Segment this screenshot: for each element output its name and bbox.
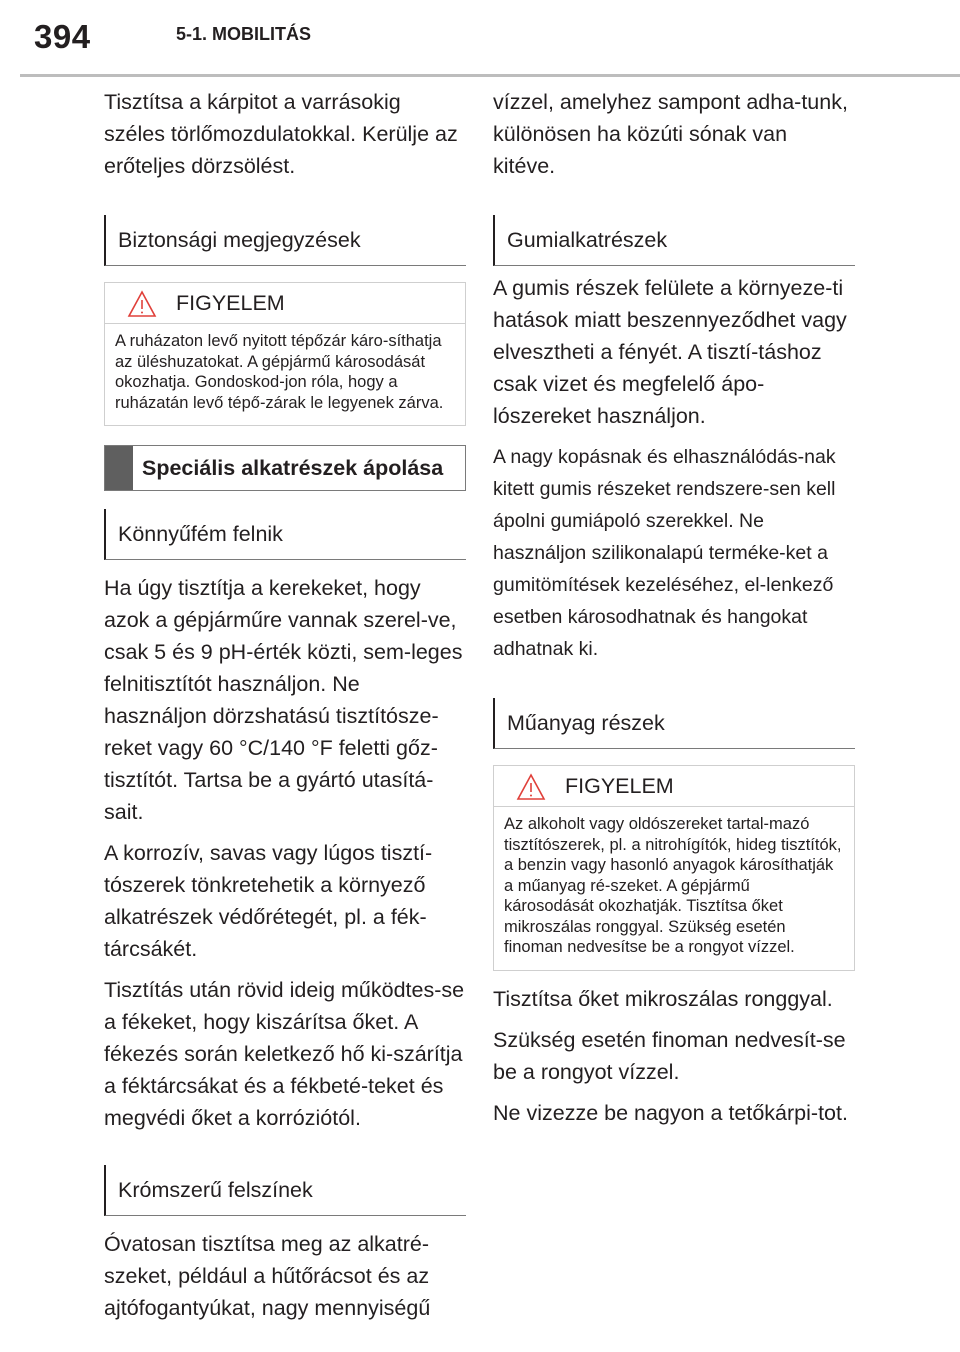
safety-notes-heading: Biztonsági megjegyzések bbox=[104, 215, 466, 266]
warning-box-plastic bbox=[493, 765, 855, 971]
warning-triangle-icon bbox=[516, 773, 546, 801]
warning-text: Az alkoholt vagy oldószereket tartal-mazó tisztítószerek, pl. a nitrohígítók, hideg tisztítók, a benzin vagy hasonló anyagok károsíthatják a műanyag ré-szeket. A gépjármű károsodását okozhatják. Tisztítsa őket mikroszálas ronggyal. Szükség esetén finoman nedvesítse be a rongyot vízzel. bbox=[504, 815, 842, 956]
upholstery-paragraph: Tisztítsa a kárpitot a varrásokig széles törlőmozdulatokkal. Kerülje az erőteljes dörzsölést. bbox=[104, 90, 458, 178]
alloy-wheels-heading: Könnyűfém felnik bbox=[104, 509, 466, 560]
rubber-paragraph-2: A nagy kopásnak és elhasználódás-nak kitett gumis részeket rendszere-sen kell ápolni gumiápoló szerekkel. Ne használjon szilikonalapú terméke-ket a gumitömítések kezeléséhez, el-lenkező esetben károsodhatnak és hangokat adhatnak ki. bbox=[493, 446, 836, 660]
alloy-paragraph-2: A korrozív, savas vagy lúgos tisztí-tószerek tönkretehetik a környező alkatrészek védőrétegét, pl. a fék-tárcsákét. bbox=[104, 841, 433, 961]
alloy-paragraph-3: Tisztítás után rövid ideig működtes-se a fékeket, hogy kiszárítsa őket. A fékezés során keletkező hő ki-szárítja a féktárcsákat és a fékbeté-teket és megvédi őket a korróziótól. bbox=[104, 978, 465, 1130]
alloy-paragraph-1: Ha úgy tisztítja a kerekeket, hogy azok a gépjárműre vannak szerel-ve, csak 5 és 9 pH-érték közti, sem-leges felnitisztítót használjon. Ne használjon dörzshatású tisztítósze-reket vagy 60 °C/140 °F feletti gőz-tisztítót. Tartsa be a gyártó utasítá-sait. bbox=[104, 576, 463, 824]
right-column bbox=[493, 86, 855, 1138]
warning-triangle-icon bbox=[127, 290, 157, 318]
warning-title: FIGYELEM bbox=[565, 774, 674, 798]
plastic-parts-heading: Műanyag részek bbox=[493, 698, 855, 749]
plastic-paragraph-1: Tisztítsa őket mikroszálas ronggyal. bbox=[493, 986, 833, 1011]
chrome-paragraph: Óvatosan tisztítsa meg az alkatré-szeket, például a hűtőrácsot és az ajtófogantyúkat, nagy mennyiségű bbox=[104, 1232, 431, 1320]
chrome-surfaces-heading: Krómszerű felszínek bbox=[104, 1165, 466, 1216]
rubber-paragraph-1: A gumis részek felülete a környeze-ti hatások miatt beszennyeződhet vagy elvesztheti a fényét. A tisztí-táshoz csak vizet és megfelelő ápo-lószereket használjon. bbox=[493, 276, 847, 428]
page-header bbox=[0, 0, 960, 80]
heading-marker-bar bbox=[105, 446, 133, 490]
warning-box-velcro bbox=[104, 282, 466, 426]
left-column bbox=[104, 86, 466, 1333]
page-number: 394 bbox=[34, 18, 91, 55]
rubber-parts-heading: Gumialkatrészek bbox=[493, 215, 855, 266]
special-parts-heading bbox=[104, 445, 466, 491]
plastic-paragraph-2: Szükség esetén finoman nedvesít-se be a rongyot vízzel. bbox=[493, 1027, 846, 1084]
warning-title: FIGYELEM bbox=[176, 291, 285, 315]
chrome-continued-paragraph: vízzel, amelyhez sampont adha-tunk, különösen ha közúti sónak van kitéve. bbox=[493, 90, 848, 178]
warning-header bbox=[494, 766, 854, 807]
warning-text: A ruházaton levő nyitott tépőzár káro-síthatja az üléshuzatokat. A gépjármű károsodását okozhatja. Gondoskod-jon róla, hogy a ruházatán levő tépő-zárak le legyenek zárva. bbox=[115, 332, 444, 412]
plastic-paragraph-3: Ne vizezze be nagyon a tetőkárpi-tot. bbox=[493, 1100, 848, 1125]
special-parts-heading-text: Speciális alkatrészek ápolása bbox=[142, 456, 444, 480]
header-divider bbox=[20, 74, 960, 77]
section-title: 5-1. MOBILITÁS bbox=[176, 24, 312, 44]
warning-header bbox=[105, 283, 465, 324]
